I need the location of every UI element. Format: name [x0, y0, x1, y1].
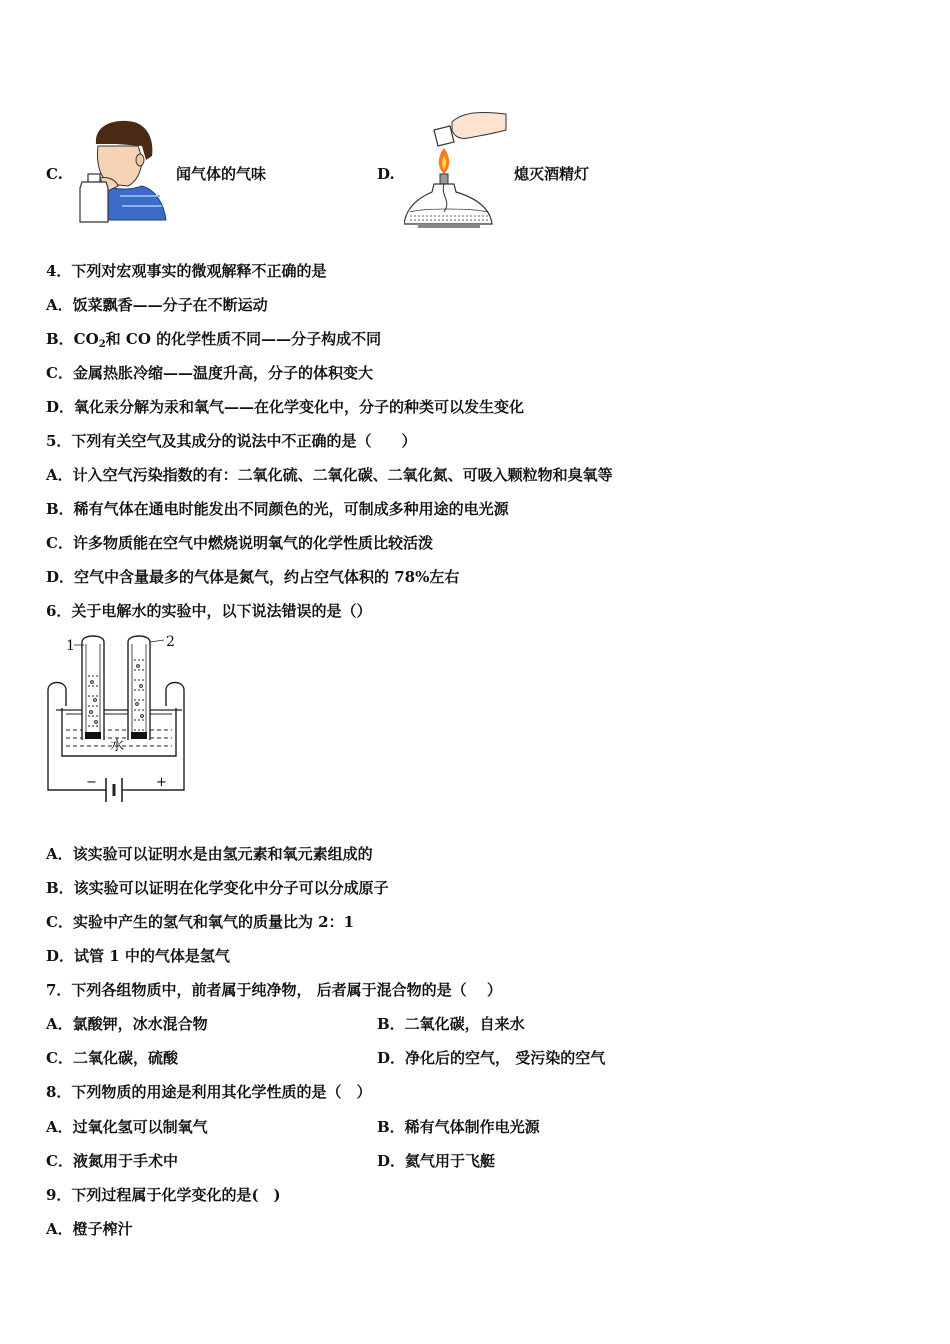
tube-1-label: 1	[66, 638, 75, 654]
positive-terminal-label: +	[156, 775, 167, 790]
option-c-caption: 闻气体的气味	[176, 165, 267, 183]
q4-option-b-pre: B．CO	[46, 330, 99, 348]
q5-option-d: D．空气中含量最多的气体是氮气，约占空气体积的 78%左右	[46, 568, 460, 586]
q6-option-c: C．实验中产生的氢气和氧气的质量比为 2：1	[46, 913, 355, 931]
q7-option-c: C．二氧化碳，硫酸	[46, 1049, 178, 1067]
q8-option-b: B．稀有气体制作电光源	[377, 1118, 540, 1136]
tube-2-label: 2	[166, 634, 175, 650]
q5-option-a: A．计入空气污染指数的有：二氧化硫、二氧化碳、二氧化氮、可吸入颗粒物和臭氧等	[46, 466, 613, 484]
option-c-label: C.	[46, 165, 63, 183]
q4-option-d: D．氧化汞分解为汞和氧气——在化学变化中，分子的种类可以发生变化	[46, 398, 525, 416]
q5-option-c: C．许多物质能在空气中燃烧说明氧气的化学性质比较活泼	[46, 534, 433, 552]
q8-option-a: A．过氧化氢可以制氧气	[46, 1118, 208, 1136]
q4-option-c: C．金属热胀冷缩——温度升高，分子的体积变大	[46, 364, 373, 382]
q5-option-b: B．稀有气体在通电时能发出不同颜色的光，可制成多种用途的电光源	[46, 500, 509, 518]
water-label: 水	[110, 738, 124, 754]
q4-stem: 4．下列对宏观事实的微观解释不正确的是	[46, 262, 327, 280]
q8-option-c: C．液氮用于手术中	[46, 1152, 178, 1170]
q4-option-b-post: 和 CO 的化学性质不同——分子构成不同	[105, 330, 382, 348]
q7-option-b: B．二氧化碳，自来水	[377, 1015, 525, 1033]
q6-option-a: A．该实验可以证明水是由氢元素和氧元素组成的	[46, 845, 373, 863]
smelling-gas-illustration	[76, 116, 172, 226]
q8-stem: 8．下列物质的用途是利用其化学性质的是（ ）	[46, 1083, 372, 1101]
q7-option-d: D．净化后的空气， 受污染的空气	[377, 1049, 606, 1067]
q6-stem: 6．关于电解水的实验中，以下说法错误的是（）	[46, 602, 372, 620]
q6-option-d: D．试管 1 中的气体是氢气	[46, 947, 230, 965]
q5-stem: 5．下列有关空气及其成分的说法中不正确的是（ ）	[46, 432, 417, 450]
q4-option-a: A．饭菜飘香——分子在不断运动	[46, 296, 268, 314]
q9-stem: 9．下列过程属于化学变化的是( )	[46, 1186, 281, 1204]
electrolysis-apparatus-diagram	[44, 630, 194, 814]
q7-option-a: A．氯酸钾，冰水混合物	[46, 1015, 208, 1033]
q4-option-b	[46, 329, 381, 349]
q8-option-d: D．氦气用于飞艇	[377, 1152, 496, 1170]
q7-stem: 7．下列各组物质中，前者属于纯净物， 后者属于混合物的是（ ）	[46, 981, 502, 999]
option-d-caption: 熄灭酒精灯	[514, 165, 590, 183]
negative-terminal-label: −	[86, 775, 97, 790]
alcohol-lamp-illustration	[404, 108, 510, 230]
q6-option-b: B．该实验可以证明在化学变化中分子可以分成原子	[46, 879, 389, 897]
q9-option-a: A．橙子榨汁	[46, 1220, 133, 1238]
option-d-label: D.	[377, 165, 395, 183]
q4-option-b-sub: 2	[98, 339, 106, 350]
